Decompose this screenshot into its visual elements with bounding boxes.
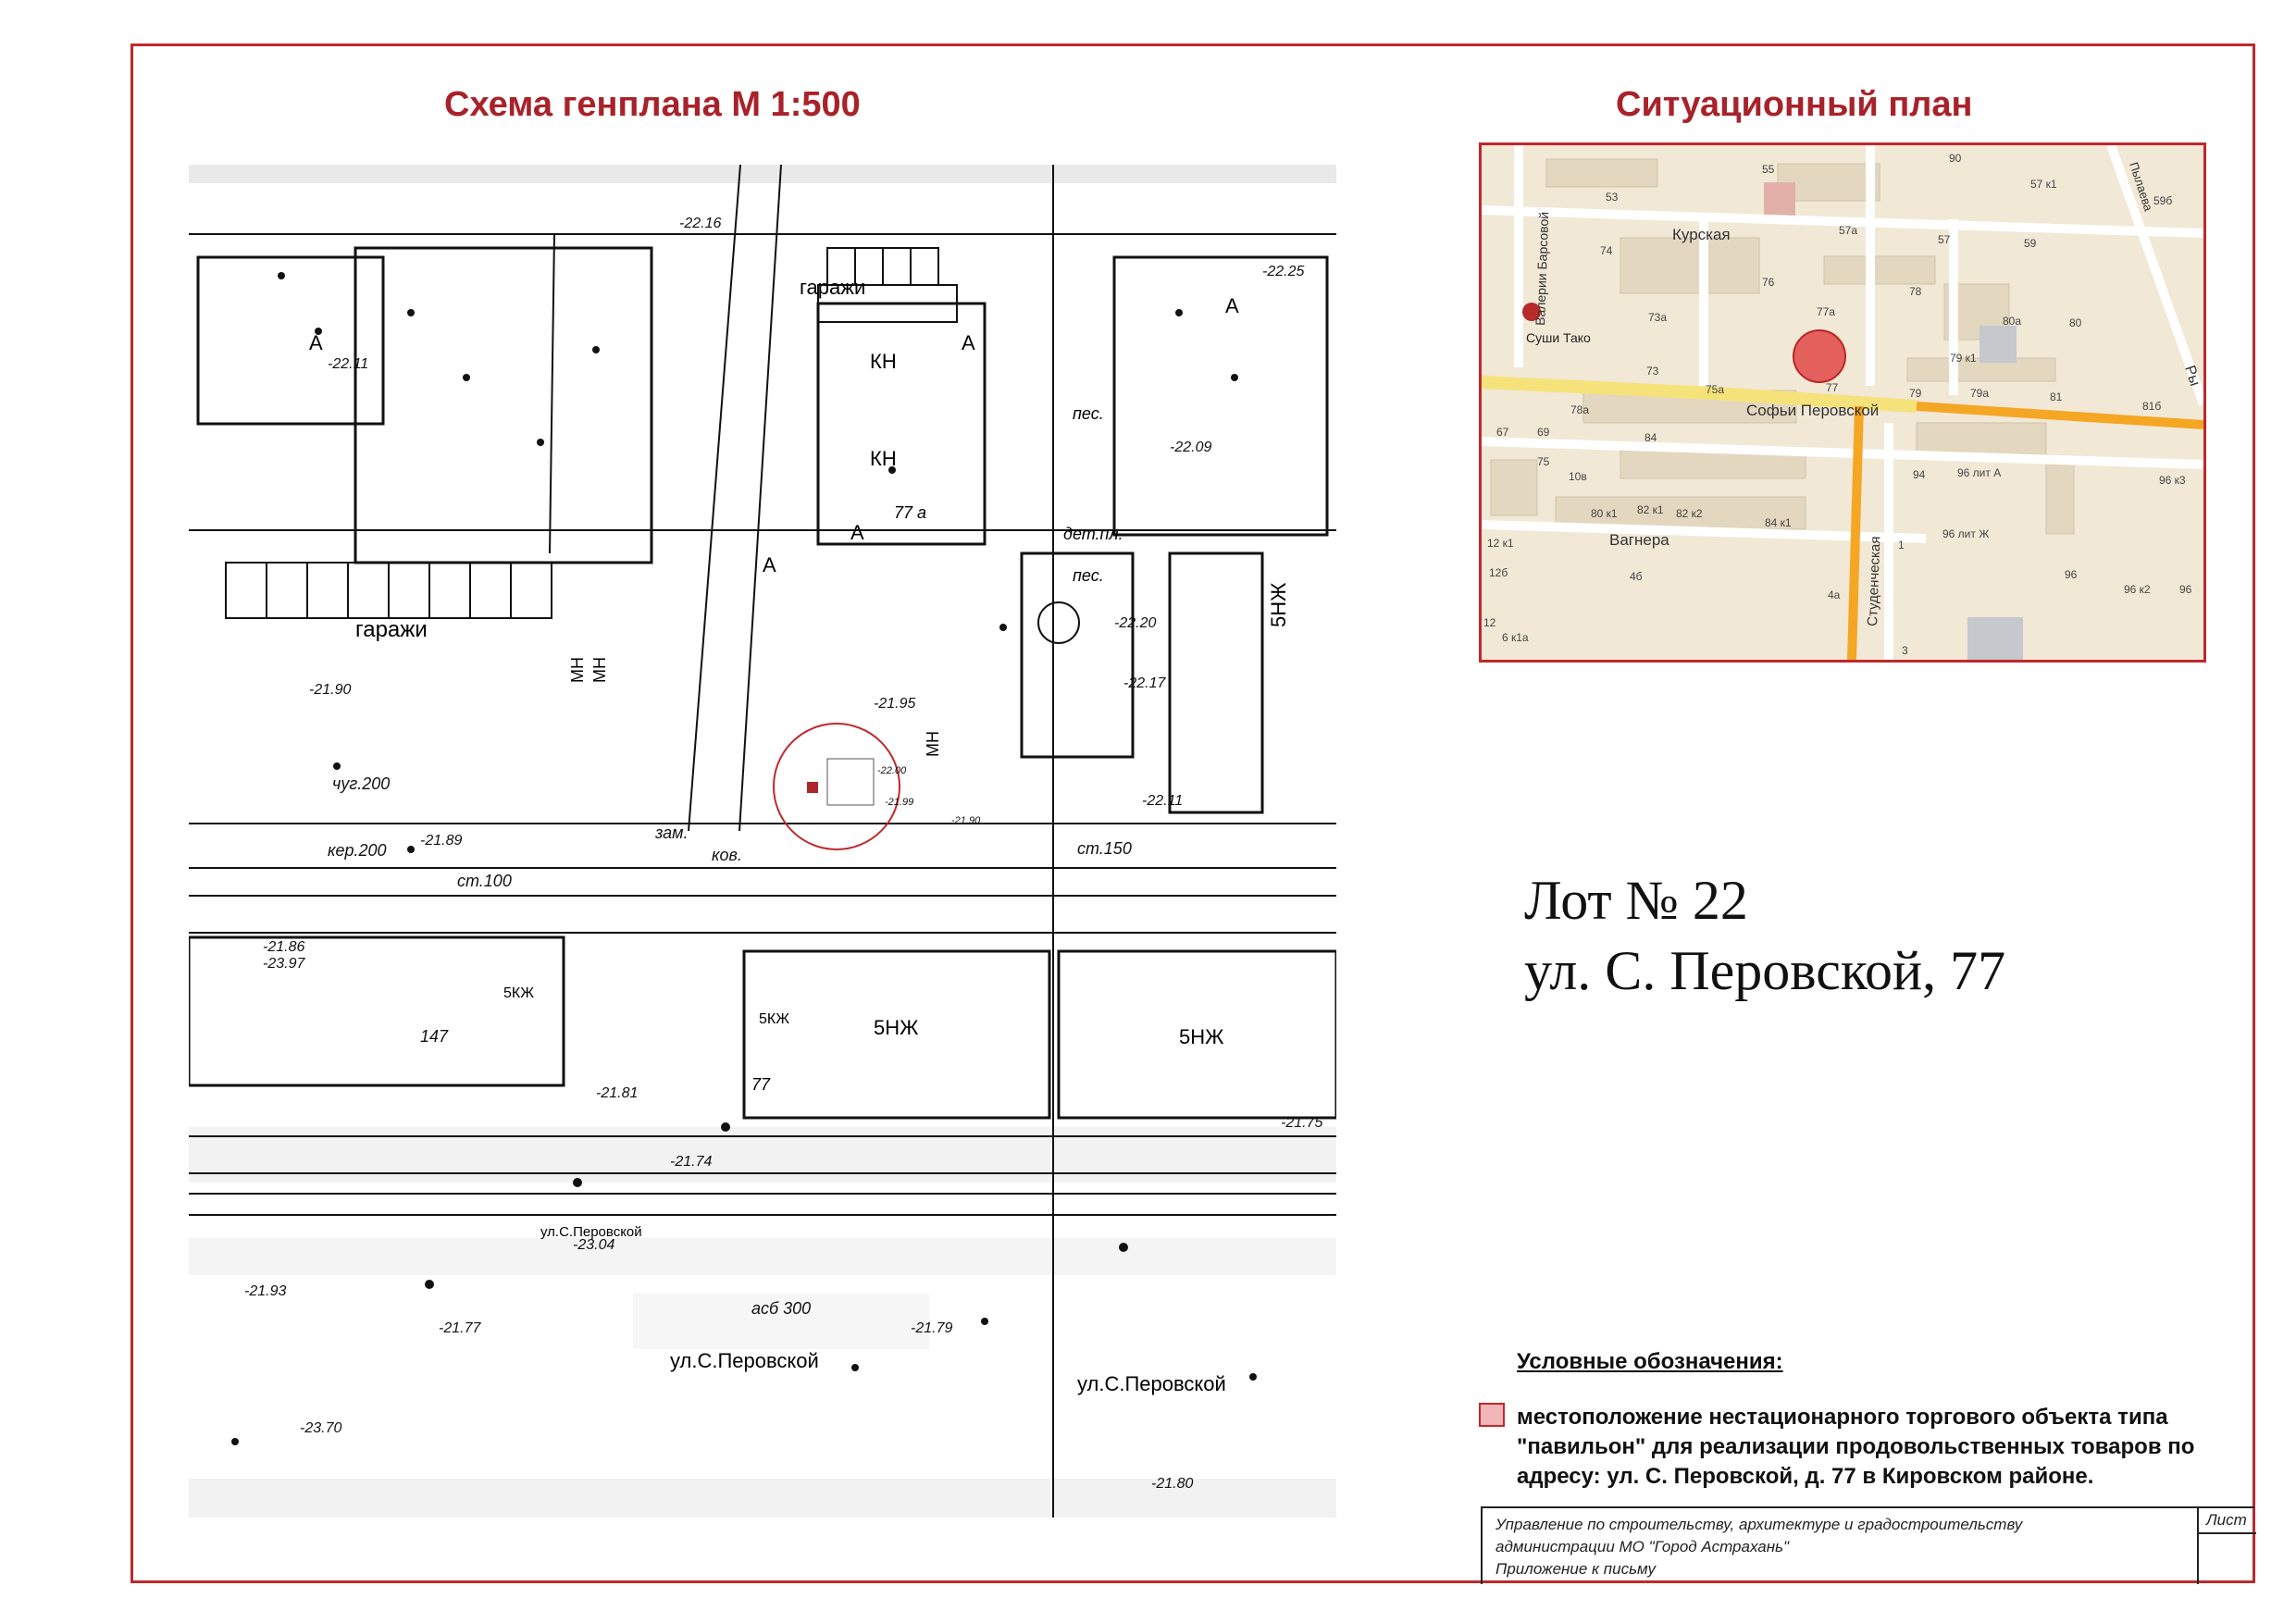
round-structure — [1038, 602, 1079, 643]
svg-text:-21.89: -21.89 — [420, 833, 463, 849]
svg-text:57 к1: 57 к1 — [2030, 178, 2057, 191]
svg-text:-21.93: -21.93 — [244, 1283, 287, 1299]
svg-text:55: 55 — [1762, 163, 1775, 176]
svg-text:96 к2: 96 к2 — [2124, 583, 2151, 596]
svg-text:10в: 10в — [1569, 470, 1587, 483]
svg-text:-22.11: -22.11 — [328, 356, 369, 372]
svg-text:1: 1 — [1898, 539, 1905, 551]
svg-text:57: 57 — [1938, 233, 1951, 246]
svg-text:73: 73 — [1646, 365, 1659, 378]
genplan-label-kn2: КН — [870, 447, 897, 470]
stamp-line-1: Управление по строительству, архитектуре и градостроительству — [1496, 1516, 2023, 1533]
genplan-label-det: дет.пл. — [1063, 525, 1123, 543]
genplan-label-garages2: гаражи — [800, 276, 866, 299]
genplan-label-pes2: пес. — [1073, 566, 1104, 585]
title-block — [1481, 1506, 2254, 1584]
pink-building — [1764, 182, 1795, 219]
title-block-main — [1481, 1506, 2197, 1584]
svg-text:-21.80: -21.80 — [1151, 1476, 1194, 1492]
svg-text:79 к1: 79 к1 — [1950, 352, 1977, 365]
svg-text:80 к1: 80 к1 — [1591, 507, 1618, 520]
genplan-label-pes1: пес. — [1073, 404, 1104, 423]
lot-info — [1524, 865, 2005, 1006]
genplan-map — [189, 165, 1336, 1518]
street-pylaeva: Пылаева — [2127, 160, 2156, 213]
street-ry: Ры — [2181, 363, 2203, 389]
svg-text:67: 67 — [1496, 426, 1509, 439]
svg-text:12б: 12б — [1489, 566, 1508, 579]
genplan-label-77a: 77 а — [894, 503, 927, 522]
genplan-label-77: 77 — [751, 1075, 771, 1094]
svg-text:ст.100: ст.100 — [457, 872, 512, 890]
svg-text:-21.99: -21.99 — [885, 797, 914, 808]
svg-text:82 к2: 82 к2 — [1676, 507, 1703, 520]
svg-text:77а: 77а — [1817, 305, 1836, 318]
svg-text:69: 69 — [1537, 426, 1550, 439]
svg-text:74: 74 — [1600, 244, 1613, 257]
svg-text:80а: 80а — [2003, 315, 2022, 328]
genplan-title: Схема генплана М 1:500 — [444, 85, 861, 124]
situation-plan-title: Ситуационный план — [1616, 85, 1973, 124]
street-perovskoy: Софьи Перовской — [1746, 402, 1880, 419]
svg-text:4а: 4а — [1828, 588, 1841, 601]
genplan-label-a2: А — [962, 331, 975, 354]
svg-text:12 к1: 12 к1 — [1487, 537, 1514, 550]
svg-text:ков.: ков. — [712, 846, 742, 864]
svg-text:96 лит Ж: 96 лит Ж — [1942, 527, 1990, 540]
svg-text:-22.11: -22.11 — [1142, 793, 1184, 809]
street-barsovoy: Валерии Барсовой — [1533, 211, 1552, 327]
svg-text:-23.70: -23.70 — [300, 1420, 342, 1436]
svg-text:-22.09: -22.09 — [1170, 440, 1212, 455]
genplan-label-garages: гаражи — [355, 617, 428, 642]
svg-text:79: 79 — [1909, 387, 1922, 400]
genplan-street-label-2: ул.С.Перовской — [670, 1349, 819, 1372]
svg-text:59: 59 — [2024, 237, 2037, 250]
grey-lot — [1980, 326, 2017, 363]
svg-text:75а: 75а — [1706, 383, 1725, 396]
svg-text:-21.86: -21.86 — [263, 939, 305, 955]
genplan-street-label-1: ул.С.Перовской — [540, 1224, 642, 1240]
svg-text:-21.79: -21.79 — [911, 1320, 953, 1336]
svg-text:81б: 81б — [2142, 400, 2162, 413]
svg-text:96: 96 — [2065, 568, 2078, 581]
svg-text:4б: 4б — [1630, 570, 1643, 583]
situation-map — [1479, 142, 2206, 663]
svg-text:73а: 73а — [1648, 311, 1668, 324]
genplan-label-a3: А — [850, 521, 864, 544]
genplan-label-a4: А — [763, 553, 776, 576]
sheet-cell — [2197, 1506, 2254, 1584]
sheet-label: Лист — [2206, 1511, 2247, 1529]
svg-text:77: 77 — [1826, 381, 1839, 394]
svg-text:кер.200: кер.200 — [328, 841, 387, 860]
genplan-label-5nzh2: 5НЖ — [874, 1016, 919, 1039]
genplan-street-label-3: ул.С.Перовской — [1077, 1372, 1226, 1395]
svg-text:асб 300: асб 300 — [751, 1299, 812, 1318]
lot-marker — [1793, 330, 1845, 382]
lot-location-marker — [774, 724, 900, 849]
svg-text:53: 53 — [1606, 191, 1619, 204]
svg-text:96 к3: 96 к3 — [2159, 474, 2186, 487]
legend-text: местоположение нестационарного торгового объекта типа "павильон" для реализации продовольственных товаров по адресу: ул. С. Перовской, д. 77 в Кировском районе. — [1517, 1405, 2195, 1489]
street-studencheskaya: Студенческая — [1865, 536, 1884, 627]
svg-text:75: 75 — [1537, 455, 1550, 468]
poi-sushi: Суши Тако — [1526, 330, 1591, 345]
svg-text:-22.20: -22.20 — [1114, 615, 1157, 631]
grey-lot-2 — [1967, 617, 2023, 660]
svg-text:147: 147 — [420, 1027, 449, 1046]
genplan-label-a1: А — [309, 331, 323, 354]
svg-text:ст.150: ст.150 — [1077, 839, 1132, 858]
svg-text:59б: 59б — [2153, 194, 2173, 207]
genplan-label-mn2: МН — [590, 657, 609, 683]
svg-text:зам.: зам. — [655, 824, 689, 842]
lot-address: ул. С. Перовской, 77 — [1524, 940, 2006, 1001]
svg-text:84 к1: 84 к1 — [1765, 516, 1792, 529]
sheet-divider — [2199, 1532, 2256, 1534]
street-vagnera: Вагнера — [1609, 531, 1669, 549]
genplan-label-5kzh2: 5КЖ — [759, 1011, 789, 1027]
situation-map-drawing — [1482, 145, 2203, 660]
svg-text:-21.74: -21.74 — [670, 1154, 713, 1170]
svg-text:82 к1: 82 к1 — [1637, 503, 1664, 516]
genplan-label-kn1: КН — [870, 350, 897, 373]
svg-text:6 к1а: 6 к1а — [1502, 631, 1529, 644]
svg-text:-22.16: -22.16 — [679, 216, 722, 231]
svg-text:80: 80 — [2069, 316, 2082, 329]
svg-text:84: 84 — [1644, 431, 1657, 444]
genplan-label-5nzh3: 5НЖ — [1179, 1025, 1224, 1048]
genplan-label-mn1: МН — [568, 657, 587, 683]
street-kurskaya: Курская — [1672, 226, 1731, 243]
genplan-label-5nzh1: 5НЖ — [1267, 582, 1290, 627]
svg-text:96: 96 — [2179, 583, 2192, 596]
svg-text:-22.25: -22.25 — [1262, 264, 1305, 279]
svg-text:78а: 78а — [1570, 403, 1590, 416]
svg-text:-22.00: -22.00 — [877, 765, 907, 776]
svg-text:76: 76 — [1762, 276, 1775, 289]
svg-text:96 лит А: 96 лит А — [1957, 466, 2002, 479]
svg-text:90: 90 — [1949, 152, 1962, 165]
lot-number: Лот № 22 — [1524, 870, 1748, 931]
svg-text:чуг.200: чуг.200 — [332, 774, 391, 793]
svg-text:-21.81: -21.81 — [596, 1085, 639, 1101]
svg-text:-21.95: -21.95 — [874, 696, 916, 712]
svg-text:-21.75: -21.75 — [1281, 1115, 1323, 1131]
genplan-label-5kzh1: 5КЖ — [503, 985, 534, 1001]
svg-text:-21.77: -21.77 — [439, 1320, 481, 1336]
network-labels — [328, 774, 1132, 1318]
svg-text:12: 12 — [1483, 616, 1496, 629]
svg-text:-23.97: -23.97 — [263, 956, 305, 972]
svg-text:-22.17: -22.17 — [1123, 675, 1166, 691]
genplan-label-mn3: МН — [924, 731, 942, 757]
svg-text:79а: 79а — [1970, 387, 1990, 400]
svg-text:81: 81 — [2050, 390, 2063, 403]
legend-title: Условные обозначения: — [1517, 1349, 1783, 1374]
svg-text:94: 94 — [1913, 468, 1926, 481]
svg-text:-23.04: -23.04 — [573, 1237, 615, 1253]
svg-text:57а: 57а — [1839, 224, 1858, 237]
svg-text:-21.90: -21.90 — [309, 682, 352, 698]
svg-text:-21.90: -21.90 — [951, 815, 981, 826]
stamp-line-3: Приложение к письму — [1496, 1560, 1656, 1578]
genplan-drawing — [189, 165, 1336, 1518]
genplan-label-a5: А — [1225, 294, 1239, 317]
legend-swatch — [1479, 1403, 1505, 1427]
svg-text:3: 3 — [1902, 644, 1908, 657]
stamp-line-2: администрации МО "Город Астрахань" — [1496, 1538, 1790, 1555]
svg-text:78: 78 — [1909, 285, 1922, 298]
